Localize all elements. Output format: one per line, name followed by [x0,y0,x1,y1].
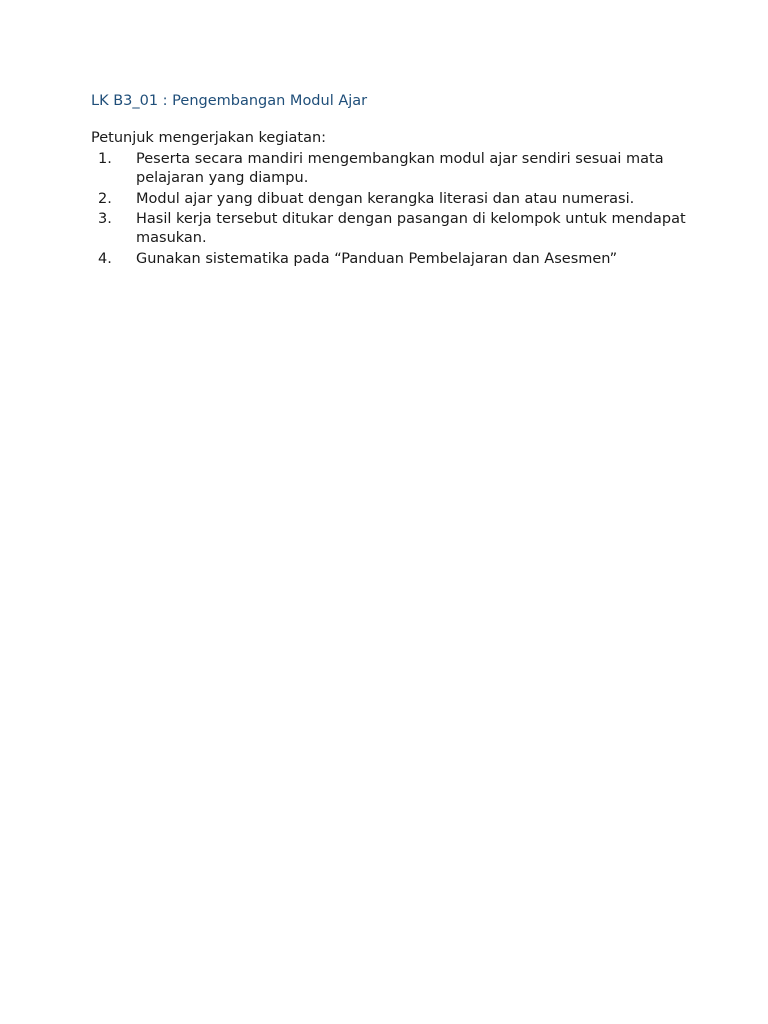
instruction-number: 1. [98,151,112,167]
instruction-number: 2. [98,190,112,207]
instructions-intro: Petunjuk mengerjakan kegiatan: [91,130,327,146]
document-heading: LK B3_01 : Pengembangan Modul Ajar [91,93,368,109]
instruction-item [91,150,691,188]
instruction-item [91,250,691,269]
instruction-item [91,210,691,248]
instruction-item [91,190,691,209]
instruction-number: 4. [98,250,112,267]
instruction-text: Peserta secara mandiri mengembangkan modul ajar sendiri sesuai mata pelajaran yang diampu. [136,151,664,186]
instruction-text: Hasil kerja tersebut ditukar dengan pasangan di kelompok untuk mendapat masukan. [136,211,686,246]
instruction-text: Gunakan sistematika pada “Panduan Pembelajaran dan Asesmen” [136,250,618,267]
instruction-text: Modul ajar yang dibuat dengan kerangka literasi dan atau numerasi. [136,190,635,207]
instruction-number: 3. [98,211,112,227]
instruction-list [91,150,691,270]
